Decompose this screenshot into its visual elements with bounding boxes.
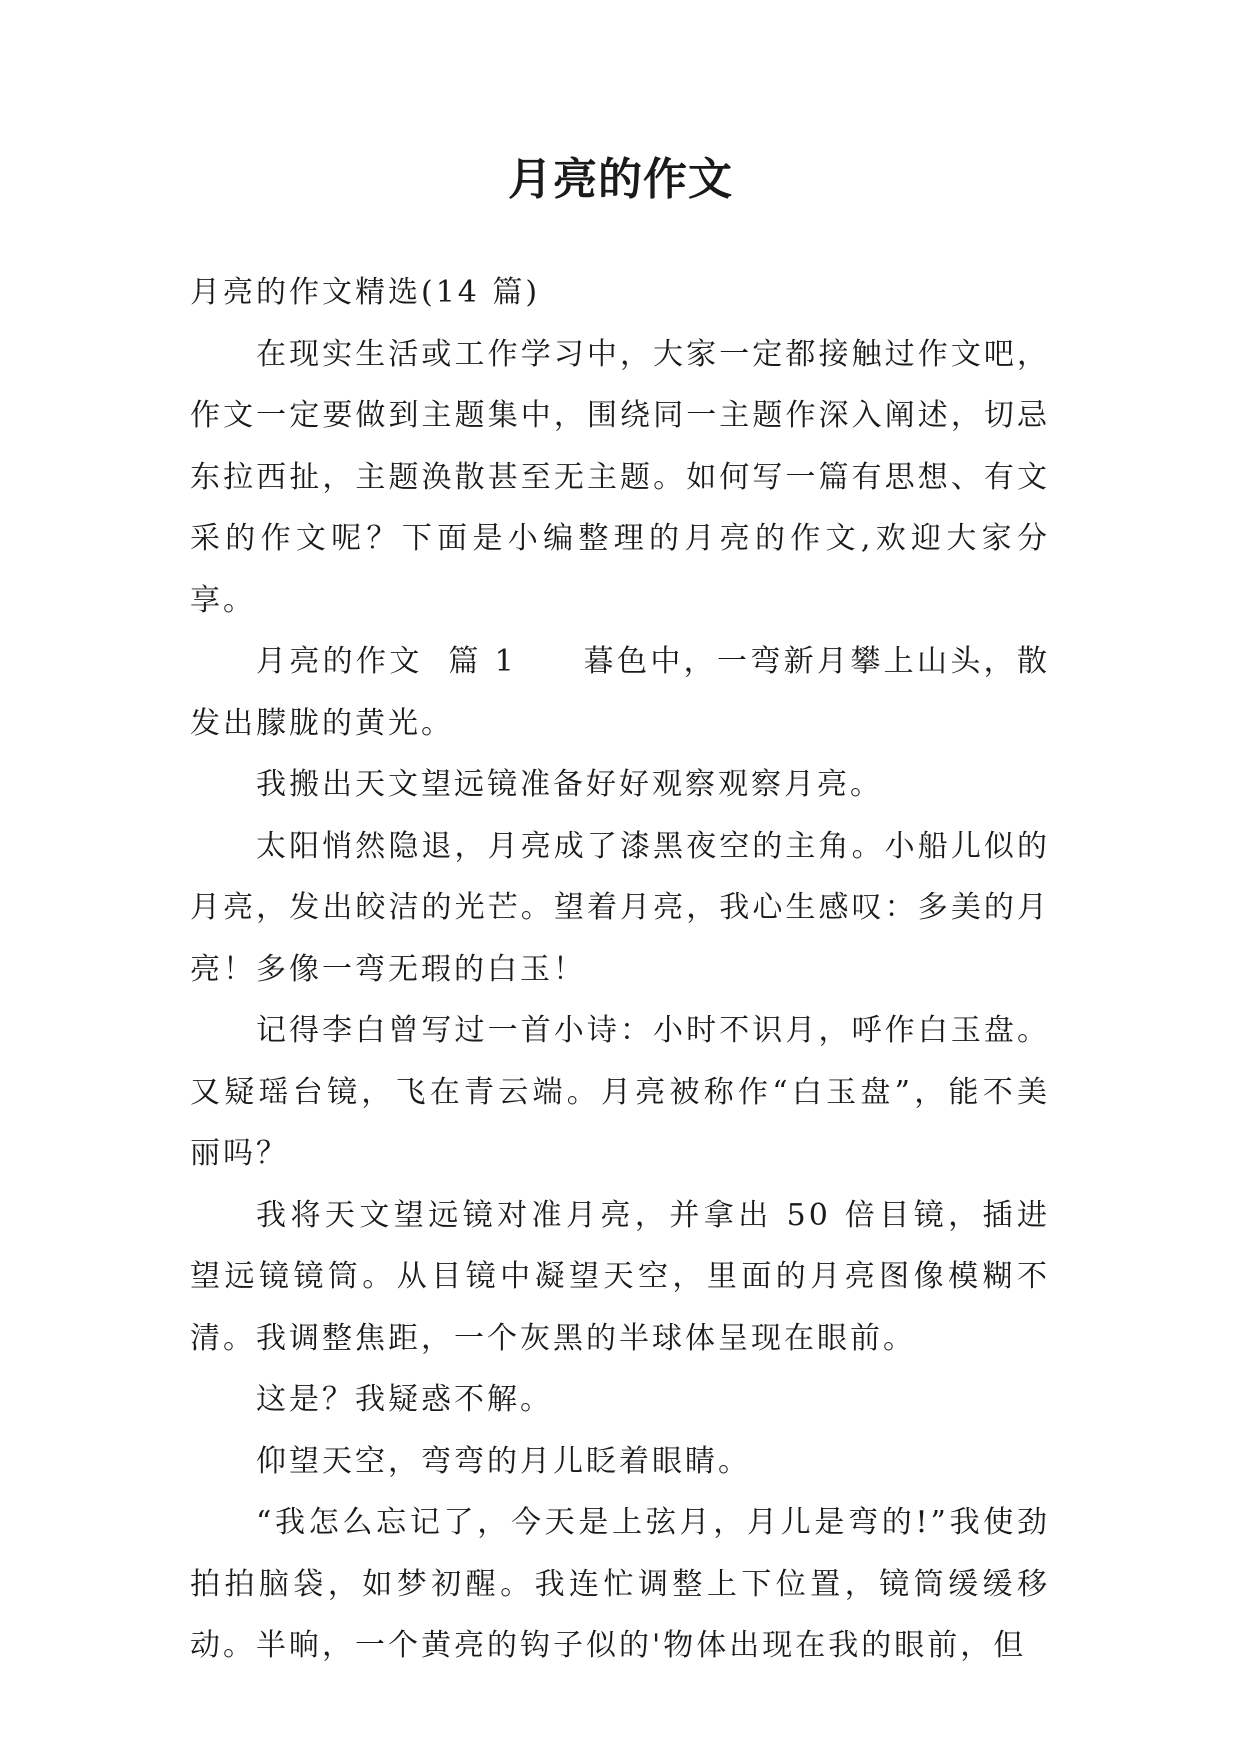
paragraph: 仰望天空，弯弯的月儿眨着眼睛。 [256, 1443, 751, 1479]
paragraph-subtitle: 月亮的作文精选(14 篇) [190, 275, 541, 310]
paragraph: 我将天文望远镜对准月亮，并拿出 50 倍目镜，插进望远镜镜筒。从目镜中凝望天空，里面的月亮图像模糊不清。我调整焦距，一个灰黑的半球体呈现在眼前。 [190, 1197, 1050, 1356]
paragraph-intro: 在现实生活或工作学习中，大家一定都接触过作文吧，作文一定要做到主题集中，围绕同一主题作深入阐述，切忌东拉西扯，主题涣散甚至无主题。如何写一篇有思想、有文采的作文呢？下面是小编整理的月亮的作文,欢迎大家分享。 [190, 336, 1050, 618]
paragraph: “我怎么忘记了，今天是上弦月，月儿是弯的!”我使劲拍拍脑袋，如梦初醒。我连忙调整上下位置，镜筒缓缓移动。半晌，一个黄亮的钩子似的'物体出现在我的眼前，但 [190, 1505, 1050, 1663]
paragraph: 太阳悄然隐退，月亮成了漆黑夜空的主角。小船儿似的月亮，发出皎洁的光芒。望着月亮，我心生感叹：多美的月亮！多像一弯无瑕的白玉！ [190, 828, 1050, 987]
paragraph: 我搬出天文望远镜准备好好观察观察月亮。 [256, 767, 883, 802]
paragraph: 记得李白曾写过一首小诗：小时不识月，呼作白玉盘。又疑瑶台镜，飞在青云端。月亮被称作“白玉盘”，能不美丽吗？ [190, 1013, 1050, 1171]
paragraph-essay1-heading: 月亮的作文 篇 1 暮色中，一弯新月攀上山头，散发出朦胧的黄光。 [190, 644, 1050, 741]
document-title: 月亮的作文 [508, 154, 733, 205]
document-body [190, 262, 1050, 1677]
paragraph: 这是？我疑惑不解。 [256, 1382, 553, 1417]
